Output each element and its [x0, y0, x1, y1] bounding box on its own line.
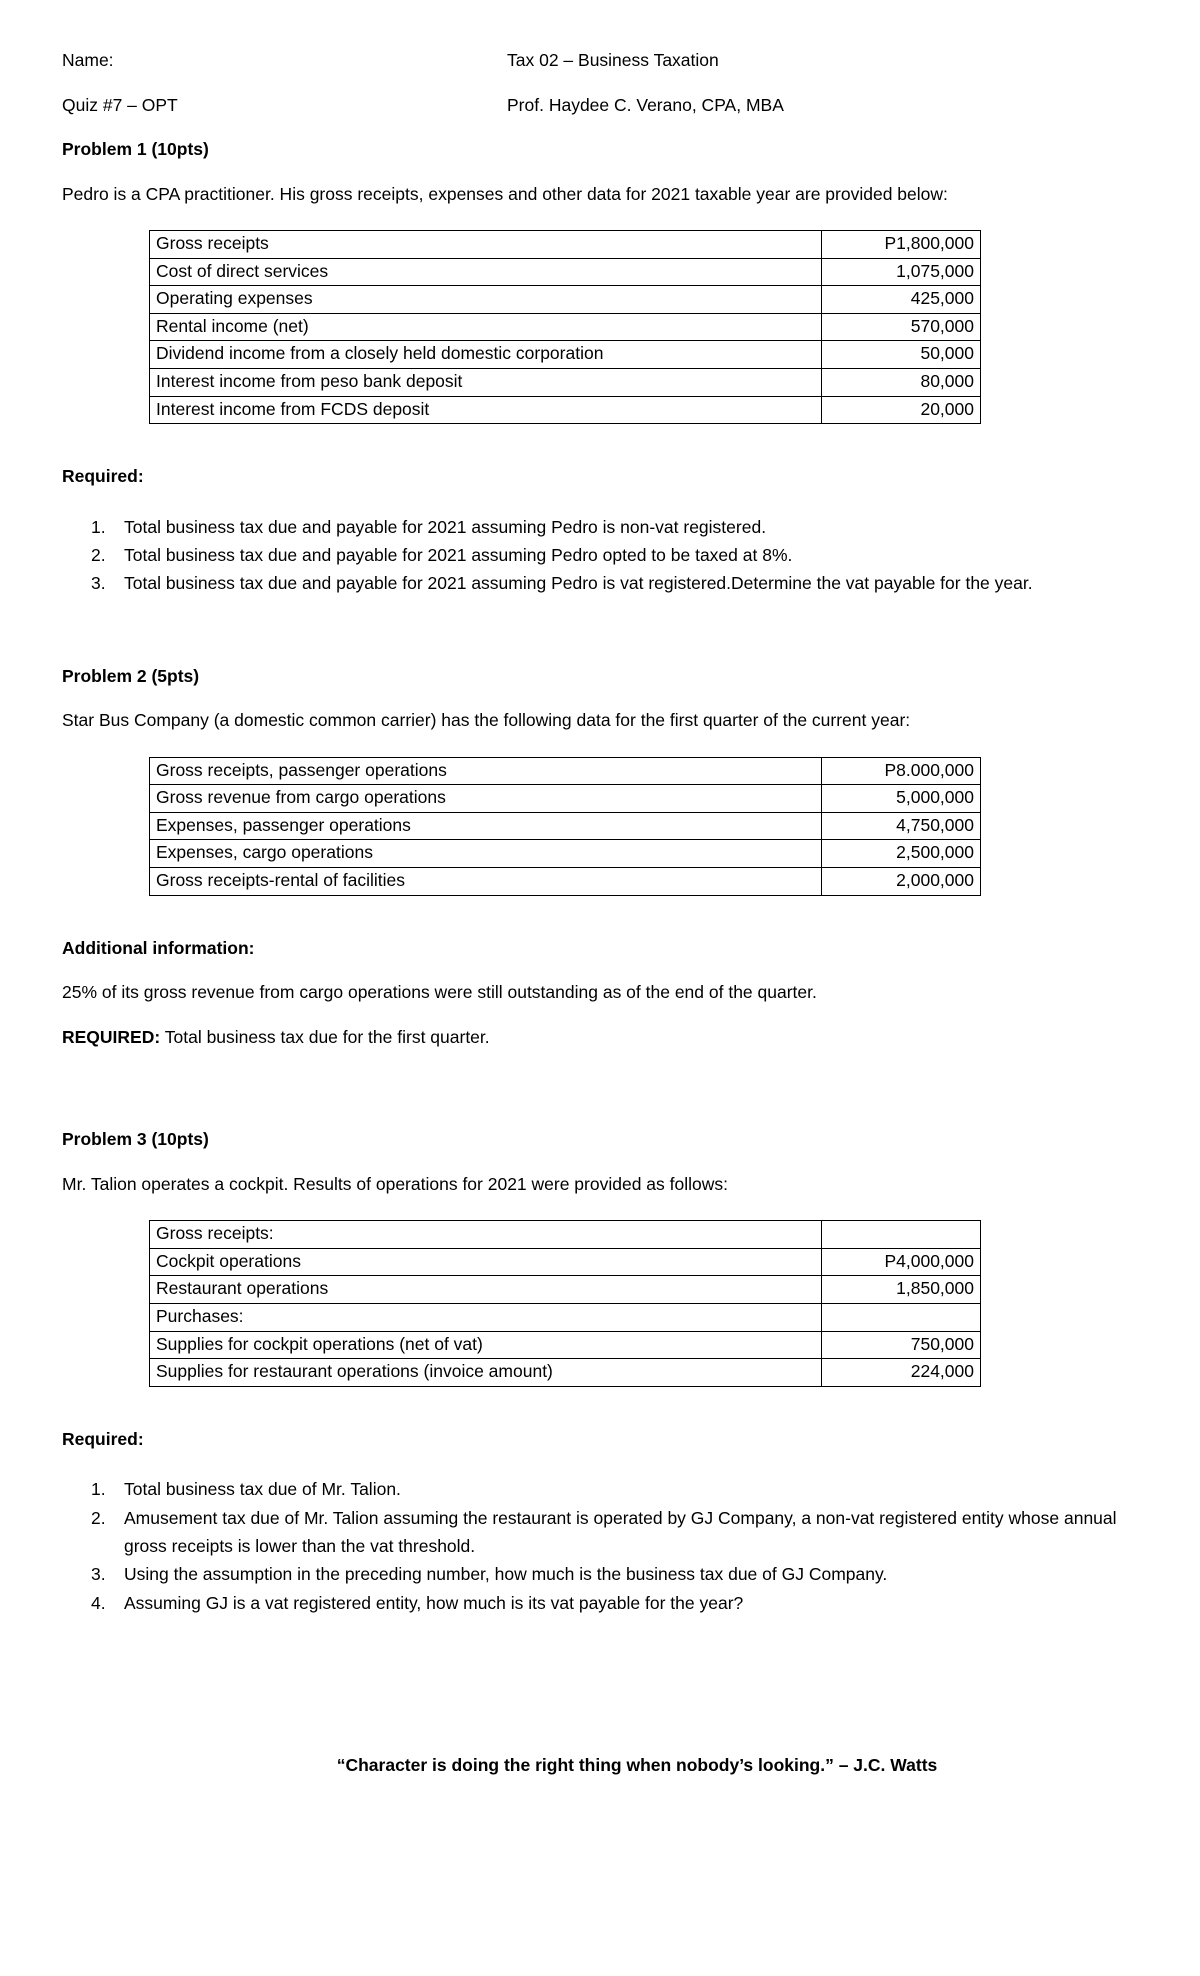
- problem-2-additional-text: 25% of its gross revenue from cargo operations were still outstanding as of the end of the quarter.: [62, 982, 817, 1003]
- table-cell-value: 425,000: [822, 286, 981, 314]
- table-row: [150, 1276, 981, 1304]
- problem-3-table-wrap: [62, 1220, 1138, 1387]
- table-row: [150, 1303, 981, 1331]
- table-cell-value: 1,075,000: [822, 258, 981, 286]
- list-item: Using the assumption in the preceding number, how much is the business tax due of GJ Company.: [124, 1564, 888, 1585]
- problem-3-table-body: [150, 1221, 981, 1387]
- problem-2-table-wrap: [62, 757, 1138, 896]
- table-cell-value: P1,800,000: [822, 231, 981, 259]
- table-cell-label: Expenses, cargo operations: [150, 840, 822, 868]
- table-cell-label: Gross receipts-rental of facilities: [150, 868, 822, 896]
- table-row: [150, 757, 981, 785]
- problem-3-table: [149, 1220, 981, 1387]
- table-cell-label: Restaurant operations: [150, 1276, 822, 1304]
- table-cell-label: Dividend income from a closely held domestic corporation: [150, 341, 822, 369]
- table-row: [150, 313, 981, 341]
- table-cell-label: Gross receipts: [150, 231, 822, 259]
- problem-2-required-line: [62, 1026, 1138, 1047]
- list-item: Assuming GJ is a vat registered entity, how much is its vat payable for the year?: [124, 1592, 744, 1613]
- list-item: Amusement tax due of Mr. Talion assuming the restaurant is operated by GJ Company, a non-vat registered entity whose annual gross receipts is lower than the vat threshold.: [124, 1507, 1117, 1556]
- table-row: [150, 368, 981, 396]
- table-row: [150, 341, 981, 369]
- table-cell-value: 2,500,000: [822, 840, 981, 868]
- problem-1-heading: Problem 1 (10pts): [62, 139, 209, 159]
- list-item: Total business tax due and payable for 2021 assuming Pedro is non-vat registered.: [124, 516, 767, 537]
- table-cell-label: Gross receipts, passenger operations: [150, 757, 822, 785]
- problem-3-required-label: Required:: [62, 1428, 144, 1449]
- header-row-quiz: [62, 94, 1138, 115]
- spacer: [62, 1073, 1138, 1131]
- table-cell-label: Expenses, passenger operations: [150, 812, 822, 840]
- table-cell-value: 224,000: [822, 1359, 981, 1387]
- spacer: [62, 1387, 1138, 1431]
- table-row: [150, 812, 981, 840]
- student-name-label: Name:: [62, 50, 114, 70]
- table-row: [150, 868, 981, 896]
- table-cell-value: P4,000,000: [822, 1248, 981, 1276]
- table-cell-value: P8.000,000: [822, 757, 981, 785]
- problem-2-additional-label: Additional information:: [62, 937, 255, 958]
- problem-2-intro: Star Bus Company (a domestic common carrier) has the following data for the first quarter of the current year:: [62, 710, 911, 731]
- problem-2-heading: Problem 2 (5pts): [62, 665, 200, 686]
- problem-2-table-body: [150, 757, 981, 895]
- table-row: [150, 1221, 981, 1249]
- table-row: [150, 258, 981, 286]
- quiz-title: Quiz #7 – OPT: [62, 94, 178, 115]
- table-row: [150, 1248, 981, 1276]
- table-cell-label: Interest income from peso bank deposit: [150, 368, 822, 396]
- problem-1-table: [149, 230, 981, 424]
- table-cell-label: Gross revenue from cargo operations: [150, 785, 822, 813]
- table-cell-value: 570,000: [822, 313, 981, 341]
- problem-1-required-label: Required:: [62, 466, 144, 487]
- table-cell-label: Cost of direct services: [150, 258, 822, 286]
- table-cell-label: Purchases:: [150, 1303, 822, 1331]
- table-cell-value: 750,000: [822, 1331, 981, 1359]
- table-cell-value: 1,850,000: [822, 1276, 981, 1304]
- problem-2-table: [149, 757, 981, 896]
- table-row: [150, 231, 981, 259]
- problem-2-required-prefix: REQUIRED:: [62, 1026, 161, 1047]
- problem-1-table-wrap: [62, 230, 1138, 424]
- table-cell-value: 20,000: [822, 396, 981, 424]
- table-cell-label: Supplies for restaurant operations (invoice amount): [150, 1359, 822, 1387]
- problem-3-intro: Mr. Talion operates a cockpit. Results of operations for 2021 were provided as follows:: [62, 1173, 728, 1194]
- professor-name: Prof. Haydee C. Verano, CPA, MBA: [507, 94, 784, 115]
- spacer: [62, 424, 1138, 468]
- problem-1-table-body: [150, 231, 981, 424]
- table-row: [150, 785, 981, 813]
- table-row: [150, 1331, 981, 1359]
- table-cell-label: Operating expenses: [150, 286, 822, 314]
- problem-2-required-text: Total business tax due for the first quarter.: [160, 1026, 490, 1047]
- table-row: [150, 840, 981, 868]
- table-cell-value: 80,000: [822, 368, 981, 396]
- list-item: Total business tax due and payable for 2021 assuming Pedro opted to be taxed at 8%.: [124, 545, 793, 565]
- list-item: Total business tax due and payable for 2021 assuming Pedro is vat registered.Determine the vat payable for the year.: [124, 573, 1033, 594]
- table-cell-label: Cockpit operations: [150, 1248, 822, 1276]
- table-row: [150, 286, 981, 314]
- table-cell-value: [822, 1303, 981, 1331]
- list-item: Total business tax due of Mr. Talion.: [124, 1479, 401, 1500]
- problem-3-heading: Problem 3 (10pts): [62, 1129, 209, 1150]
- table-cell-label: Rental income (net): [150, 313, 822, 341]
- problem-1-intro: Pedro is a CPA practitioner. His gross receipts, expenses and other data for 2021 taxable year are provided below:: [62, 183, 948, 204]
- problem-3-required-list: [62, 1475, 1138, 1617]
- spacer: [62, 598, 1138, 668]
- table-cell-value: [822, 1221, 981, 1249]
- table-cell-value: 5,000,000: [822, 785, 981, 813]
- table-cell-label: Gross receipts:: [150, 1221, 822, 1249]
- document-body: [62, 52, 1138, 1617]
- table-row: [150, 1359, 981, 1387]
- table-cell-value: 50,000: [822, 341, 981, 369]
- table-cell-value: 4,750,000: [822, 812, 981, 840]
- table-cell-value: 2,000,000: [822, 868, 981, 896]
- spacer: [62, 896, 1138, 940]
- header-row-name: [62, 52, 1138, 70]
- footer-quote: “Character is doing the right thing when nobody’s looking.” – J.C. Watts: [336, 1755, 938, 1775]
- table-cell-label: Interest income from FCDS deposit: [150, 396, 822, 424]
- table-row: [150, 396, 981, 424]
- table-cell-label: Supplies for cockpit operations (net of vat): [150, 1331, 822, 1359]
- course-title: Tax 02 – Business Taxation: [507, 50, 719, 70]
- problem-1-required-list: [62, 513, 1138, 598]
